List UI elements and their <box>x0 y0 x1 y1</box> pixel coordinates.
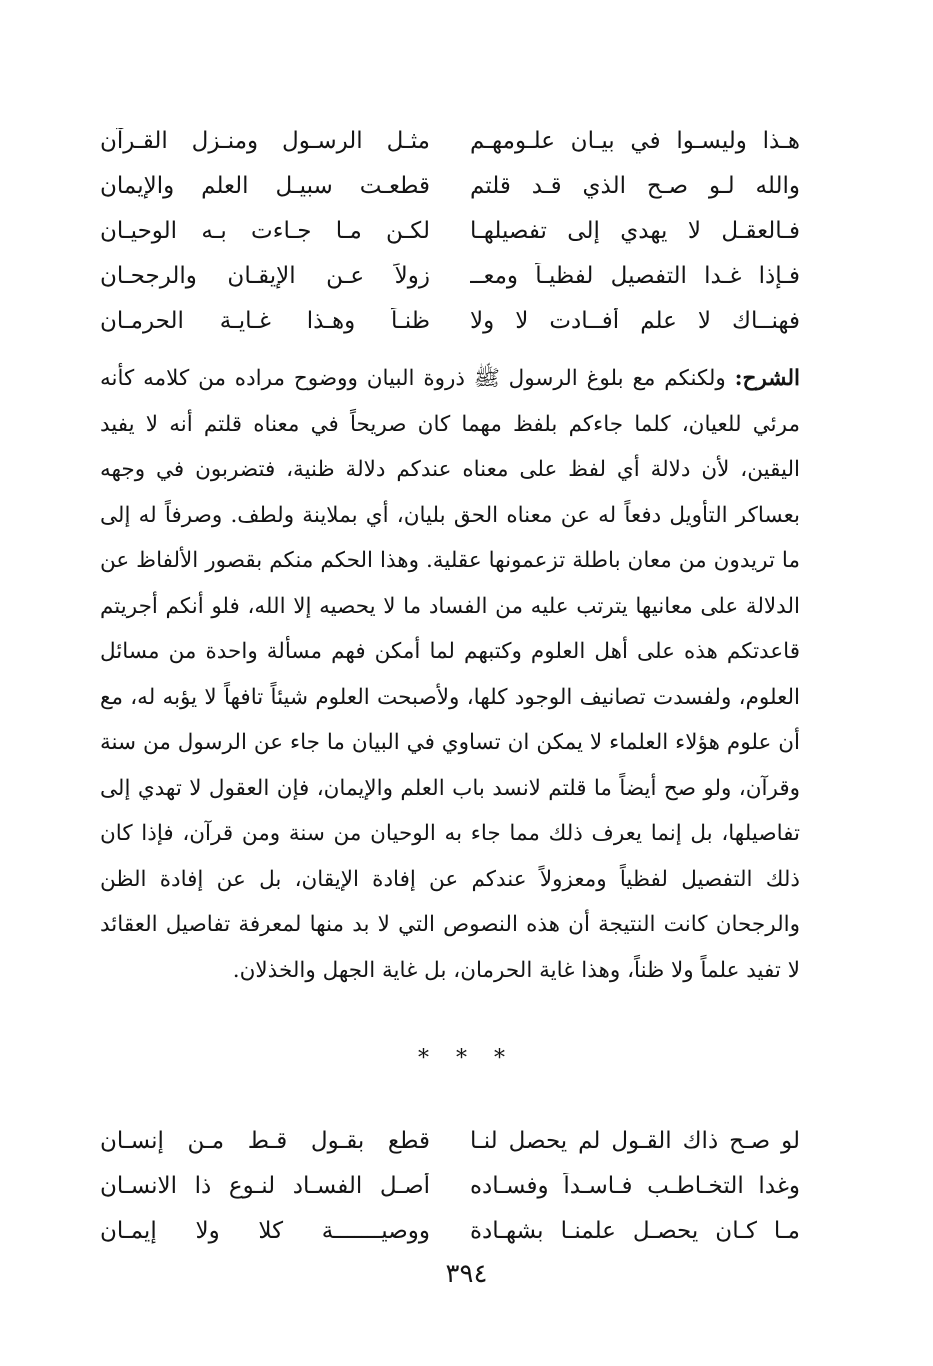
section-separator: * * * <box>418 1046 515 1071</box>
verse-line <box>100 1163 800 1208</box>
verse-second-hemistich: زولاً عـن الإيقـان والرجحـان <box>100 262 430 289</box>
commentary-paragraph <box>100 356 800 993</box>
verse-second-hemistich: ووصيـــــــة كلا ولا إيمـان <box>100 1217 430 1244</box>
verse-first-hemistich: فـإذا غـدا التفصيل لفظيـاً ومعــ <box>470 262 800 289</box>
verse-line <box>100 118 800 163</box>
verse-line <box>100 298 800 343</box>
verse-second-hemistich: لكـن مـا جـاءت بـه الوحيـان <box>100 217 430 244</box>
verse-second-hemistich: قطعـت سبيـل العلم والإيمان <box>100 172 430 199</box>
verse-second-hemistich: ظنـاً وهـذا غـايـة الحرمـان <box>100 307 430 334</box>
verse-first-hemistich: وغدا التخـاطـب فـاسـداً وفسـاده <box>470 1172 800 1199</box>
poem-top <box>100 118 800 343</box>
verse-second-hemistich: قطع بقـول قـط مـن إنسـان <box>100 1127 430 1154</box>
verse-line <box>100 208 800 253</box>
verse-first-hemistich: فـالعقـل لا يهدي إلى تفصيلهـا <box>470 217 800 244</box>
commentary-label: الشرح: <box>734 366 800 391</box>
verse-line <box>100 253 800 298</box>
verse-first-hemistich: مـا كـان يحصـل علمنـا بشهـادة <box>470 1217 800 1244</box>
verse-second-hemistich: أصـل الفسـاد لنـوع ذا الانسـان <box>100 1172 430 1199</box>
verse-line <box>100 163 800 208</box>
verse-first-hemistich: لو صـح ذاك القـول لم يحصل لنـا <box>470 1127 800 1154</box>
verse-line <box>100 1118 800 1163</box>
commentary-text: ولكنكم مع بلوغ الرسول ﷺ ذروة البيان ووضوح مراده من كلامه كأنه مرئي للعيان، كلما جاءكم بلفظ مهما كان صريحاً في معناه قلتم أنه لا يفيد اليقين، لأن دلالة أي لفظ على معناه عندكم دلالة ظنية، فتضربون في وجهه بعساكر التأويل دفعاً له عن معناه الحق بليان، أي بملاينة ولطف. وصرفاً له إلى ما تريدون من معان باطلة تزعمونها عقلية. وهذا الحكم منكم بقصور الألفاظ عن الدلالة على معانيها يترتب عليه من الفساد ما لا يحصيه إلا الله، فلو أنكم أجريتم قاعدتكم هذه على أهل العلوم وكتبهم لما أمكن فهم مسألة واحدة من مسائل العلوم، ولفسدت تصانيف الوجود كلها، ولأصبحت العلوم شيئاً تافهاً لا يؤبه له، مع أن علوم هؤلاء العلماء لا يمكن ان تساوي في البيان ما جاء عن الرسول من سنة وقرآن، ولو صح أيضاً ما قلتم لانسد باب العلم والإيمان، فإن العقول لا تهدي إلى تفاصيلها، بل إنما يعرف ذلك مما جاء به الوحيان من سنة ومن قرآن، فإذا كان ذلك التفصيل لفظياً ومعزولاً عندكم عن إفادة الإيقان، بل عن إفادة الظن والرجحان كانت النتيجة أن هذه النصوص التي لا بد منها لمعرفة تفاصيل العقائد لا تفيد علماً ولا ظناً، وهذا غاية الحرمان، بل غاية الجهل والخذلان. <box>100 366 800 983</box>
verse-first-hemistich: والله لـو صـح الذي قـد قلتم <box>470 172 800 199</box>
verse-first-hemistich: فهنــاك لا علم أفــادت لا ولا <box>470 307 800 334</box>
verse-line <box>100 1208 800 1253</box>
verse-first-hemistich: هـذا وليسـوا في بيـان علـومهـم <box>470 127 800 154</box>
poem-bottom <box>100 1118 800 1253</box>
verse-second-hemistich: مثـل الرسـول ومنـزل القـرآن <box>100 127 430 154</box>
page-number: ٣٩٤ <box>445 1259 488 1289</box>
